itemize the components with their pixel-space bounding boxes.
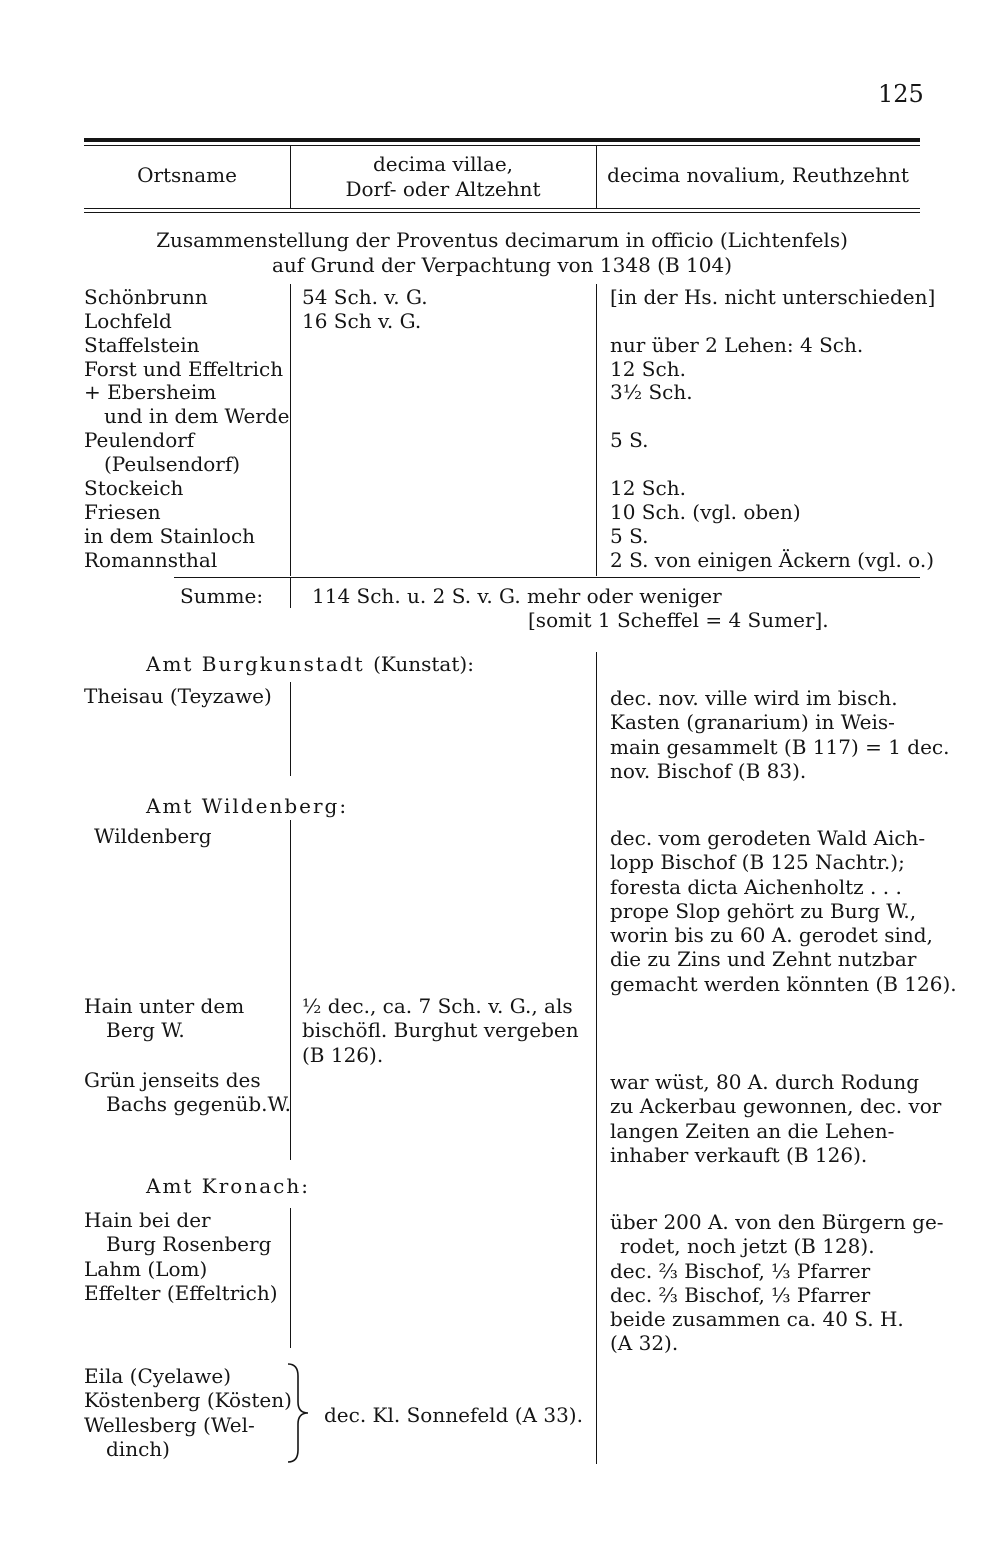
text-line: foresta dicta Aichenholtz . . . <box>610 874 902 899</box>
novalium-text <box>610 826 957 996</box>
text-line: dec. ⅔ Bischof, ⅓ Pfarrer <box>610 1282 871 1307</box>
text-line: bischöfl. Burghut vergeben <box>302 1018 579 1043</box>
amt-burgkunstadt-title <box>146 652 474 676</box>
text-line: gemacht werden könnten (B 126). <box>610 971 957 996</box>
amt-burgkunstadt-suffix: (Kunstat): <box>373 652 474 676</box>
header-divider-2 <box>596 146 597 208</box>
header-divider-1 <box>290 146 291 208</box>
text-line: dec. ⅔ Bischof, ⅓ Pfarrer <box>610 1258 871 1283</box>
place-name: Staffelstein <box>84 333 200 357</box>
villae-text <box>302 994 586 1067</box>
text-line: main gesammelt (B 117) = 1 dec. <box>610 734 950 759</box>
place-name: Schönbrunn <box>84 285 208 309</box>
place-name: Forst und Effeltrich <box>84 357 284 381</box>
header-col-decima-villae-line2: Dorf- oder Altzehnt <box>345 177 541 201</box>
novalium-value: 3½ Sch. <box>610 380 693 404</box>
novalium-value: 10 Sch. (vgl. oben) <box>610 500 801 524</box>
place-name <box>84 1208 278 1305</box>
header-top-rule-thin <box>84 145 920 146</box>
right-brace-icon <box>284 1362 312 1464</box>
novalium-value: 5 S. <box>610 428 649 452</box>
text-line: ½ dec., ca. 7 Sch. v. G., als <box>302 994 573 1018</box>
text-line: dinch) <box>106 1436 170 1461</box>
text-line: Lahm (Lom) <box>84 1256 208 1281</box>
text-line: langen Zeiten an die Lehen- <box>610 1118 895 1143</box>
place-name: + Ebersheim <box>84 380 217 404</box>
amt-wildenberg-title: Amt Wildenberg: <box>146 794 349 818</box>
text-line: inhaber verkauft (B 126). <box>610 1142 868 1167</box>
text-line: (A 32). <box>610 1331 679 1356</box>
burgkunstadt-divider-2 <box>596 652 597 1464</box>
text-line: die zu Zins und Zehnt nutzbar <box>610 947 917 972</box>
kronach-divider-1 <box>290 1208 291 1348</box>
text-line: Eila (Cyelawe) <box>84 1364 231 1388</box>
novalium-value: [in der Hs. nicht unterschieden] <box>610 285 936 309</box>
novalium-text <box>610 1070 942 1167</box>
section1-divider-1 <box>290 284 291 576</box>
place-name: Friesen <box>84 500 161 524</box>
villae-value: 54 Sch. v. G. <box>302 285 428 309</box>
section1-divider-2 <box>596 284 597 576</box>
text-line: lopp Bischof (B 125 Nachtr.); <box>610 850 905 875</box>
place-name: (Peulsendorf) <box>104 452 241 476</box>
text-line: zu Ackerbau gewonnen, dec. vor <box>610 1094 942 1119</box>
place-name: in dem Stainloch <box>84 524 256 548</box>
place-name <box>84 1068 291 1117</box>
novalium-value: 2 S. von einigen Äckern (vgl. o.) <box>610 548 935 572</box>
text-line: dec. vom gerodeten Wald Aich- <box>610 826 926 850</box>
place-name: und in dem Werde <box>104 404 290 428</box>
header-col-ortsname: Ortsname <box>137 163 237 187</box>
place-name: Stockeich <box>84 476 184 500</box>
amt-burgkunstadt-name: Amt Burgkunstadt <box>146 652 365 676</box>
text-line: Bachs gegenüb.W. <box>106 1092 291 1117</box>
text-line: rodet, noch jetzt (B 128). <box>620 1234 875 1259</box>
novalium-value: 12 Sch. <box>610 476 686 500</box>
novalium-value: nur über 2 Lehen: 4 Sch. <box>610 333 864 357</box>
text-line: beide zusammen ca. 40 S. H. <box>610 1307 904 1332</box>
summe-line1: 114 Sch. u. 2 S. v. G. mehr oder weniger <box>312 584 722 608</box>
text-line: Berg W. <box>106 1018 185 1043</box>
summe-line2: [somit 1 Scheffel = 4 Sumer]. <box>528 608 829 632</box>
text-line: Wellesberg (Wel- <box>84 1412 255 1437</box>
text-line: prope Slop gehört zu Burg W., <box>610 898 917 923</box>
text-line: Burg Rosenberg <box>106 1232 272 1257</box>
group-villae-value: dec. Kl. Sonnefeld (A 33). <box>324 1403 583 1427</box>
page-number: 125 <box>878 80 924 108</box>
text-line: über 200 A. von den Bürgern ge- <box>610 1210 944 1234</box>
summe-rule <box>174 577 920 578</box>
place-name <box>84 994 244 1043</box>
novalium-value: 5 S. <box>610 524 649 548</box>
summe-label: Summe: <box>180 584 264 608</box>
place-name: Theisau (Teyzawe) <box>84 684 272 708</box>
novalium-text <box>610 1210 944 1356</box>
burgkunstadt-divider-1 <box>290 682 291 776</box>
text-line: worin bis zu 60 A. gerodet sind, <box>610 923 933 948</box>
text-line: Hain bei der <box>84 1208 211 1232</box>
section1-title-line1: Zusammenstellung der Proventus decimarum in officio (Lichtenfels) <box>156 228 848 252</box>
place-name: Peulendorf <box>84 428 195 452</box>
place-name: Lochfeld <box>84 309 172 333</box>
header-bottom-rule-thin-2 <box>84 212 920 213</box>
amt-kronach-title: Amt Kronach: <box>146 1174 310 1198</box>
header-col-decima-villae-line1: decima villae, <box>372 152 514 176</box>
text-line: Hain unter dem <box>84 994 245 1018</box>
text-line: war wüst, 80 A. durch Rodung <box>610 1070 920 1094</box>
villae-value: 16 Sch v. G. <box>302 309 422 333</box>
summe-divider <box>290 578 291 608</box>
place-name: Romannsthal <box>84 548 218 572</box>
novalium-value: 12 Sch. <box>610 357 686 381</box>
place-name: Wildenberg <box>94 824 212 848</box>
text-line: Köstenberg (Kösten) <box>84 1388 292 1413</box>
text-line: nov. Bischof (B 83). <box>610 758 807 783</box>
text-line: Grün jenseits des <box>84 1068 261 1092</box>
header-top-rule-thick <box>84 138 920 142</box>
text-line: Effelter (Effeltrich) <box>84 1280 278 1305</box>
section1-title-line2: auf Grund der Verpachtung von 1348 (B 104) <box>271 253 733 277</box>
text-line: (B 126). <box>302 1042 384 1067</box>
text-line: dec. nov. ville wird im bisch. <box>610 686 898 710</box>
place-group <box>84 1364 292 1461</box>
header-bottom-rule-thin <box>84 208 920 209</box>
novalium-text <box>610 686 950 783</box>
header-col-decima-novalium: decima novalium, Reuthzehnt <box>607 163 909 187</box>
text-line: Kasten (granarium) in Weis- <box>610 710 895 735</box>
